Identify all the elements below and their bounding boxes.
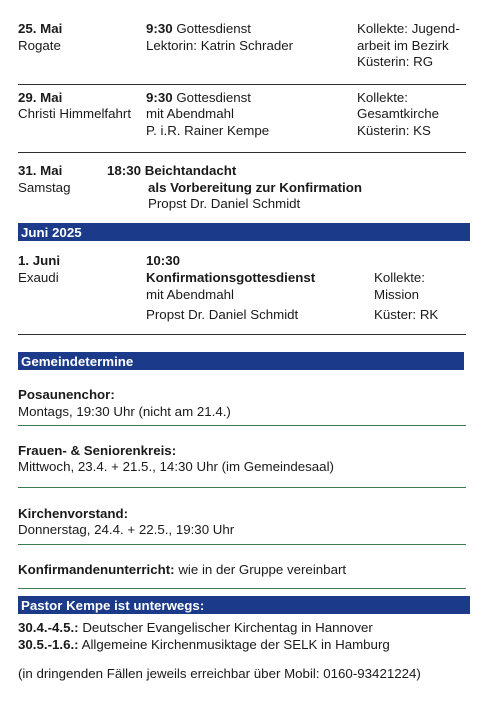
pastor-header-title: Pastor Kempe ist unterwegs: [21, 598, 205, 613]
divider [18, 152, 466, 153]
event-3-line3: Propst Dr. Daniel Schmidt [148, 196, 301, 211]
divider [18, 425, 466, 426]
gemeinde-2-title: Frauen- & Seniorenkreis: [18, 443, 177, 458]
event-1-time: 9:30 [146, 21, 173, 36]
event-1-collect-3: Küsterin: RG [357, 54, 434, 69]
gemeinde-header-title: Gemeindetermine [21, 354, 134, 369]
event-2-collect-1: Kollekte: [357, 90, 408, 105]
pastor-header-bar [18, 596, 470, 614]
event-3-date: 31. Mai [18, 163, 63, 178]
event-1-collect-1: Kollekte: Jugend- [357, 21, 460, 36]
event-2-day: Christi Himmelfahrt [18, 106, 132, 121]
month-header-bar [18, 223, 470, 241]
month-header-title: Juni 2025 [21, 225, 82, 240]
june-event-time: 10:30 [146, 253, 181, 268]
june-event-date: 1. Juni [18, 253, 61, 268]
event-2-title: Gottesdienst [176, 90, 251, 105]
gemeinde-1-detail: Montags, 19:30 Uhr (nicht am 21.4.) [18, 404, 231, 419]
gemeinde-3-detail: Donnerstag, 24.4. + 22.5., 19:30 Uhr [18, 522, 235, 537]
june-event-title: Konfirmationsgottesdienst [146, 270, 316, 285]
event-1-line2: Lektorin: Katrin Schrader [146, 38, 294, 53]
event-3-time-title [107, 162, 236, 179]
pastor-item-2-text: Allgemeine Kirchenmusiktage der SELK in Hamburg [81, 637, 390, 652]
konfirmanden-detail: wie in der Gruppe vereinbart [178, 562, 347, 577]
event-2-time: 9:30 [146, 90, 173, 105]
event-1-collect-2: arbeit im Bezirk [357, 38, 449, 53]
event-3-day: Samstag [18, 180, 71, 195]
june-event-line2: mit Abendmahl [146, 287, 234, 302]
event-2-line2: mit Abendmahl [146, 106, 234, 121]
pastor-item-2-dates: 30.5.-1.6.: [18, 637, 79, 652]
pastor-item-1-text: Deutscher Evangelischer Kirchentag in Hannover [82, 620, 373, 635]
event-3-line2: als Vorbereitung zur Konfirmation [148, 180, 362, 195]
event-1-date: 25. Mai [18, 21, 63, 36]
event-3-title: Beichtandacht [144, 163, 237, 178]
event-2-collect-3: Küsterin: KS [357, 123, 431, 138]
pastor-item-1-dates: 30.4.-4.5.: [18, 620, 79, 635]
divider [18, 84, 466, 85]
gemeinde-3-title: Kirchenvorstand: [18, 506, 129, 521]
divider [18, 334, 466, 335]
june-event-collect-2: Mission [374, 287, 420, 302]
event-1-title: Gottesdienst [176, 21, 251, 36]
pastor-note: (in dringenden Fällen jeweils erreichbar über Mobil: 0160-93421224) [18, 666, 421, 681]
gemeinde-2-detail: Mittwoch, 23.4. + 21.5., 14:30 Uhr (im Gemeindesaal) [18, 459, 334, 474]
event-3-time: 18:30 [107, 163, 142, 178]
divider [18, 588, 466, 589]
gemeinde-header-bar [18, 352, 464, 370]
june-event-line3: Propst Dr. Daniel Schmidt [146, 307, 299, 322]
divider [18, 544, 466, 545]
konfirmanden-line [18, 561, 346, 578]
june-event-kuester: Küster: RK [374, 307, 439, 322]
event-2-date: 29. Mai [18, 90, 63, 105]
pastor-item-2 [18, 636, 390, 653]
divider [18, 487, 466, 488]
pastor-item-1 [18, 619, 373, 636]
june-event-collect: Kollekte: [374, 270, 425, 285]
event-2-time-title [146, 89, 251, 106]
event-2-line3: P. i.R. Rainer Kempe [146, 123, 270, 138]
event-1-time-title [146, 20, 251, 37]
gemeinde-1-title: Posaunenchor: [18, 387, 115, 402]
konfirmanden-title: Konfirmandenunterricht: [18, 562, 175, 577]
event-1-day: Rogate [18, 38, 61, 53]
event-2-collect-2: Gesamtkirche [357, 106, 440, 121]
june-event-day: Exaudi [18, 270, 59, 285]
